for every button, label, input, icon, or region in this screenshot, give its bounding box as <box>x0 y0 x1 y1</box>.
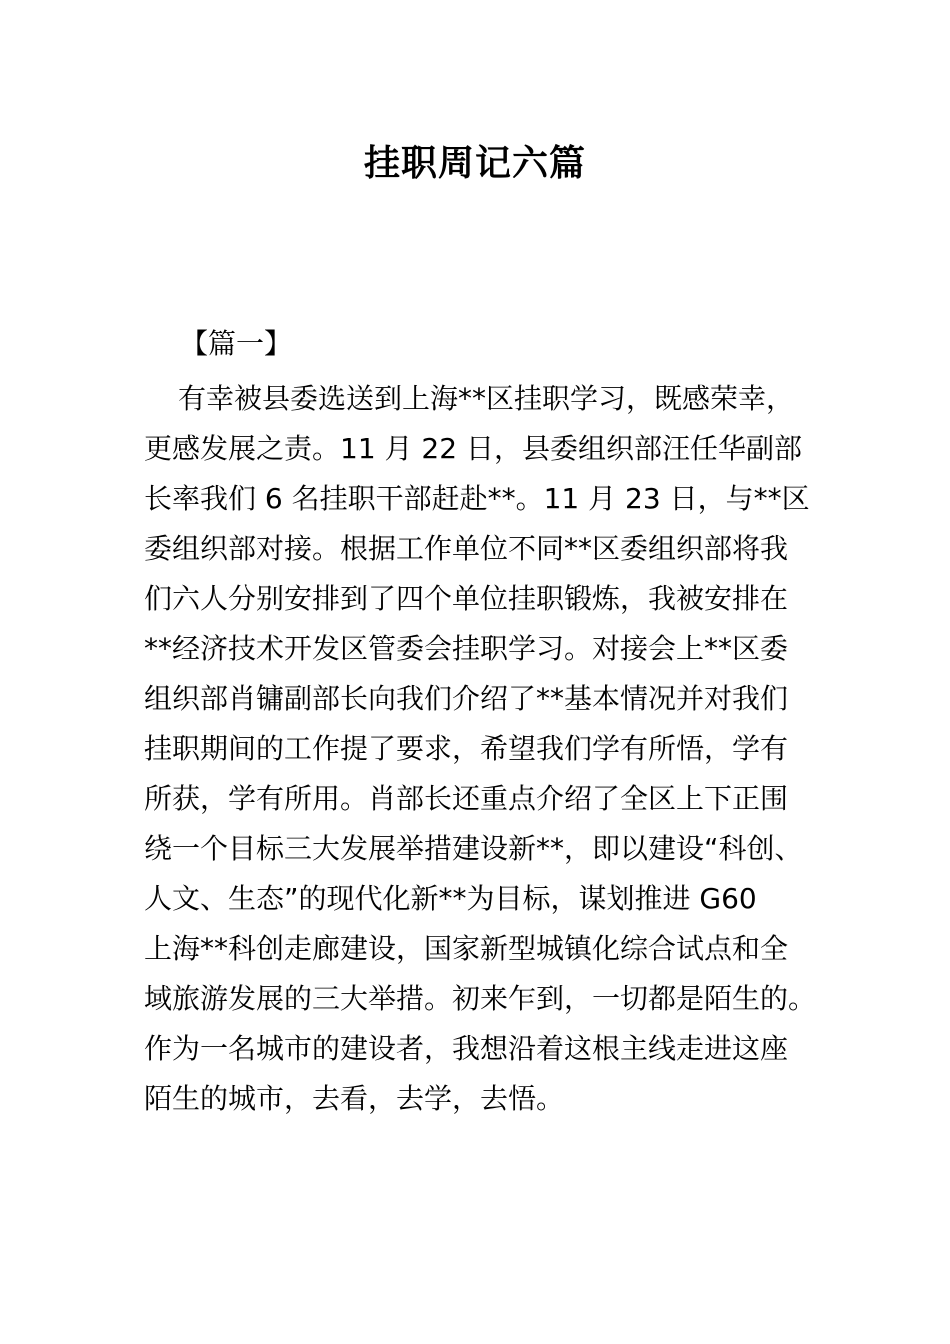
body-line: 陌生的城市，去看，去学，去悟。 <box>144 1082 565 1115</box>
body-line: 作为一名城市的建设者，我想沿着这根主线走进这座 <box>144 1032 789 1065</box>
body-line: 们六人分别安排到了四个单位挂职锻炼，我被安排在 <box>144 582 789 615</box>
body-line: 所获，学有所用。肖部长还重点介绍了全区上下正围 <box>144 782 789 815</box>
body-line: 域旅游发展的三大举措。初来乍到，一切都是陌生的。 <box>144 982 817 1015</box>
body-line: 绕一个目标三大发展举措建设新**，即以建设“科创、 <box>144 832 803 865</box>
body-line: 人文、生态”的现代化新**为目标，谋划推进 G60 <box>144 882 757 915</box>
body-line: 挂职期间的工作提了要求，希望我们学有所悟，学有 <box>144 732 789 765</box>
section-heading: 【篇一】 <box>180 327 293 360</box>
body-line: **经济技术开发区管委会挂职学习。对接会上**区委 <box>144 632 789 665</box>
body-line: 上海**科创走廊建设，国家新型城镇化综合试点和全 <box>144 932 789 965</box>
body-line: 更感发展之责。11 月 22 日，县委组织部汪任华副部 <box>144 432 802 465</box>
body-line: 长率我们 6 名挂职干部赶赴**。11 月 23 日，与**区 <box>144 482 810 515</box>
document-title: 挂职周记六篇 <box>363 143 586 184</box>
body-line: 组织部肖镛副部长向我们介绍了**基本情况并对我们 <box>144 682 789 715</box>
body-line: 委组织部对接。根据工作单位不同**区委组织部将我 <box>144 532 789 565</box>
body-line: 有幸被县委选送到上海**区挂职学习，既感荣幸， <box>178 382 795 415</box>
